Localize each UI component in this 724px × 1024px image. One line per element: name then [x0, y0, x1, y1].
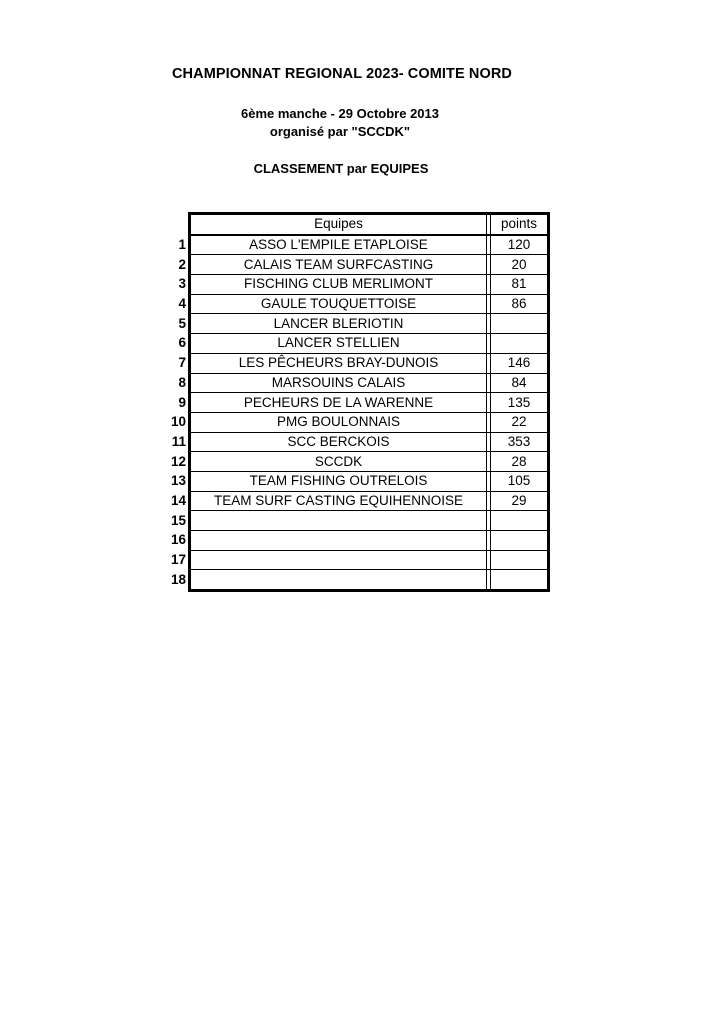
points-cell: 81 — [491, 275, 549, 295]
organizer-line: organisé par "SCCDK" — [269, 124, 411, 139]
team-name-cell: TEAM SURF CASTING EQUIHENNOISE — [190, 491, 487, 511]
rank-cell: 2 — [160, 255, 190, 275]
rank-cell: 10 — [160, 412, 190, 432]
table-row — [160, 491, 549, 511]
rank-cell: 4 — [160, 294, 190, 314]
table-row — [160, 314, 549, 334]
team-name-cell: SCC BERCKOIS — [190, 432, 487, 452]
rank-cell: 7 — [160, 353, 190, 373]
table-row — [160, 334, 549, 354]
team-name-cell: TEAM FISHING OUTRELOIS — [190, 471, 487, 491]
team-name-cell — [190, 550, 487, 570]
points-cell: 22 — [491, 412, 549, 432]
points-cell: 146 — [491, 353, 549, 373]
rank-cell: 14 — [160, 491, 190, 511]
table-row — [160, 471, 549, 491]
table-row — [160, 255, 549, 275]
table-row — [160, 275, 549, 295]
rank-cell: 8 — [160, 373, 190, 393]
points-cell: 135 — [491, 393, 549, 413]
table-row — [160, 393, 549, 413]
team-name-cell: CALAIS TEAM SURFCASTING — [190, 255, 487, 275]
points-cell: 84 — [491, 373, 549, 393]
rank-cell: 13 — [160, 471, 190, 491]
rank-cell: 17 — [160, 550, 190, 570]
team-name-cell: GAULE TOUQUETTOISE — [190, 294, 487, 314]
points-cell: 120 — [491, 235, 549, 255]
ranking-table-container — [160, 212, 550, 592]
rank-cell: 1 — [160, 235, 190, 255]
rank-cell: 15 — [160, 511, 190, 531]
team-name-cell — [190, 511, 487, 531]
points-cell: 28 — [491, 452, 549, 472]
points-column-header: points — [491, 214, 549, 235]
points-cell: 20 — [491, 255, 549, 275]
table-row — [160, 550, 549, 570]
team-name-cell: ASSO L'EMPILE ETAPLOISE — [190, 235, 487, 255]
table-row — [160, 531, 549, 551]
table-row — [160, 235, 549, 255]
team-name-cell: PECHEURS DE LA WARENNE — [190, 393, 487, 413]
team-name-cell: LANCER STELLIEN — [190, 334, 487, 354]
table-row — [160, 373, 549, 393]
points-cell: 105 — [491, 471, 549, 491]
rank-cell: 6 — [160, 334, 190, 354]
team-name-cell: SCCDK — [190, 452, 487, 472]
ranking-table — [160, 212, 550, 592]
team-name-cell: FISCHING CLUB MERLIMONT — [190, 275, 487, 295]
team-name-cell — [190, 531, 487, 551]
points-cell: 353 — [491, 432, 549, 452]
rank-cell: 16 — [160, 531, 190, 551]
rank-cell: 9 — [160, 393, 190, 413]
points-cell — [491, 314, 549, 334]
team-name-cell: LANCER BLERIOTIN — [190, 314, 487, 334]
points-cell: 86 — [491, 294, 549, 314]
table-row — [160, 570, 549, 591]
section-heading: CLASSEMENT par EQUIPES — [253, 161, 429, 176]
team-column-header: Equipes — [190, 214, 487, 235]
points-cell — [491, 570, 549, 591]
team-name-cell: MARSOUINS CALAIS — [190, 373, 487, 393]
table-row — [160, 353, 549, 373]
points-cell — [491, 511, 549, 531]
rank-cell: 11 — [160, 432, 190, 452]
rank-cell: 5 — [160, 314, 190, 334]
points-cell — [491, 550, 549, 570]
team-name-cell — [190, 570, 487, 591]
page-title: CHAMPIONNAT REGIONAL 2023- COMITE NORD — [171, 66, 512, 82]
table-header-row — [160, 214, 549, 235]
table-row — [160, 412, 549, 432]
table-row — [160, 511, 549, 531]
points-cell: 29 — [491, 491, 549, 511]
points-cell — [491, 334, 549, 354]
rank-cell: 12 — [160, 452, 190, 472]
table-row — [160, 294, 549, 314]
team-name-cell: PMG BOULONNAIS — [190, 412, 487, 432]
rank-cell: 18 — [160, 570, 190, 591]
round-date: 6ème manche - 29 Octobre 2013 — [241, 106, 439, 121]
team-name-cell: LES PÊCHEURS BRAY-DUNOIS — [190, 353, 487, 373]
table-row — [160, 452, 549, 472]
table-row — [160, 432, 549, 452]
rank-header-cell — [160, 214, 190, 235]
points-cell — [491, 531, 549, 551]
rank-cell: 3 — [160, 275, 190, 295]
